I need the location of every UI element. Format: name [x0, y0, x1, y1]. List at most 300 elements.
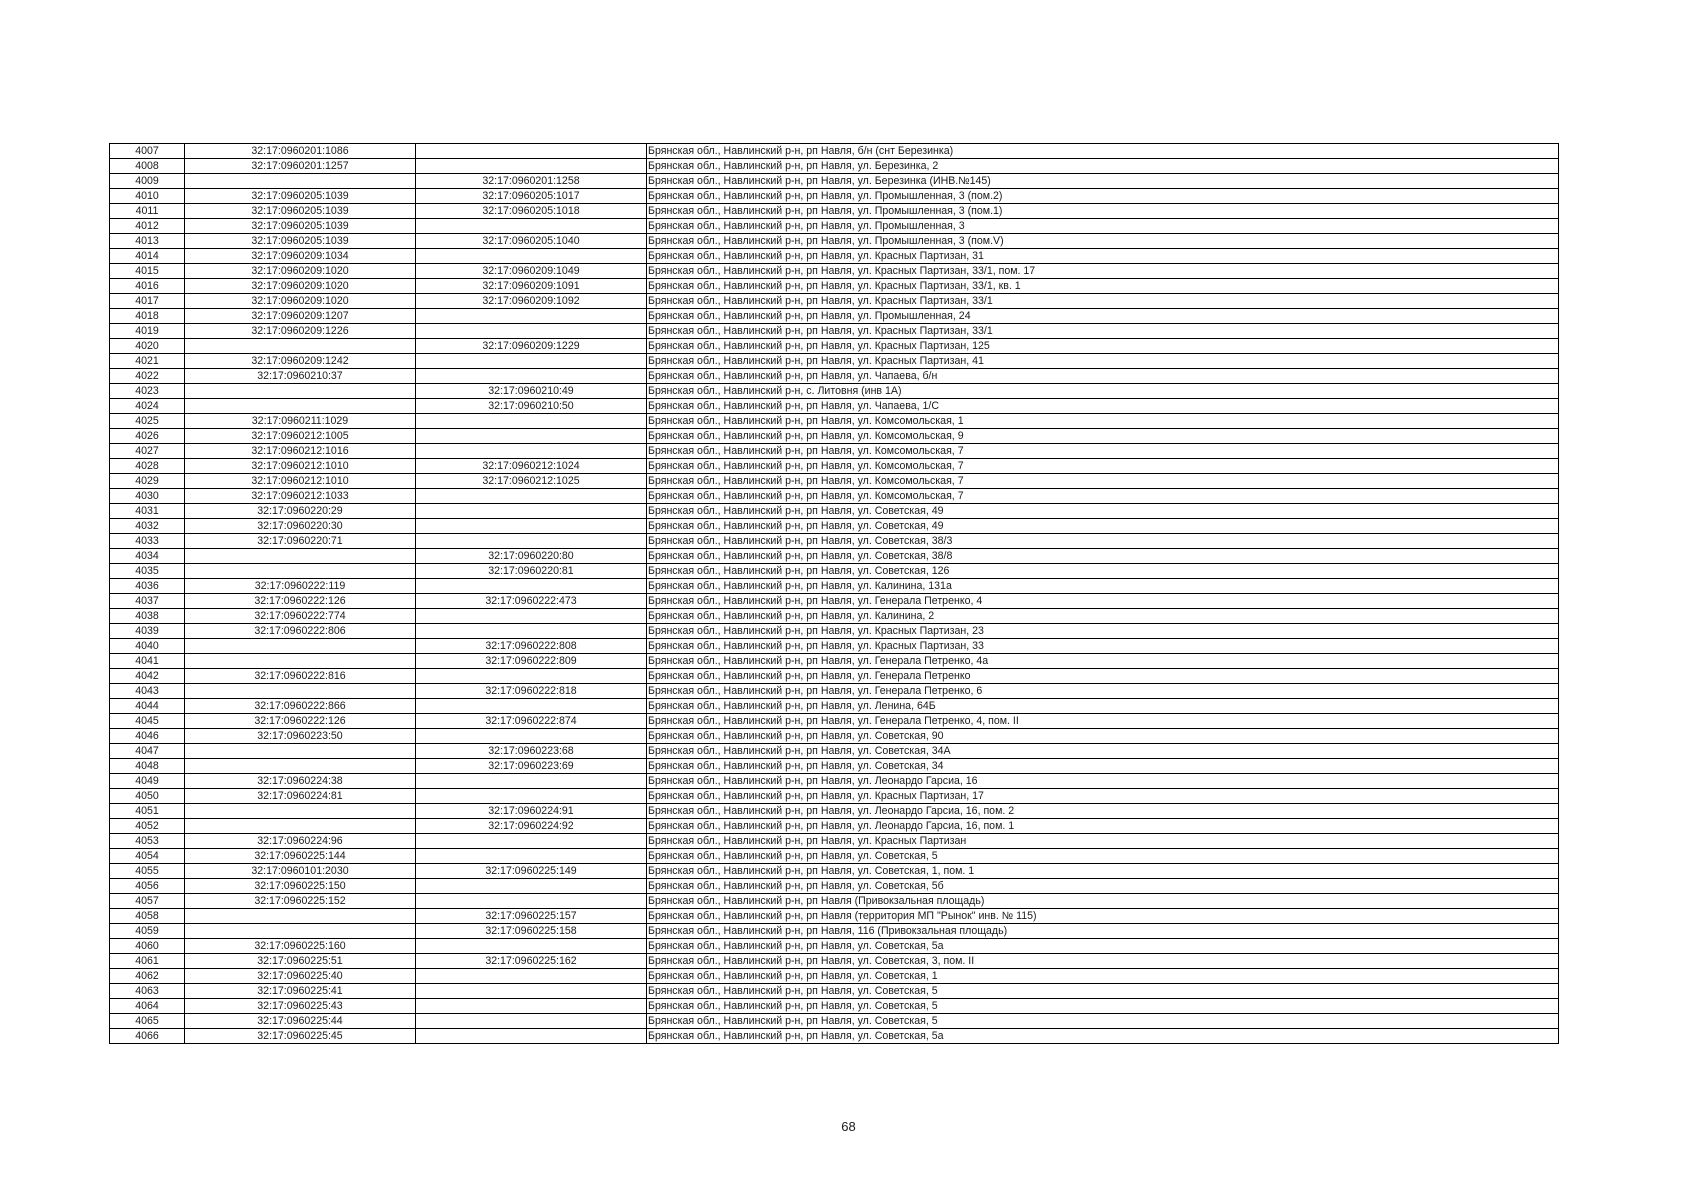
related-cadastral-number-cell — [416, 354, 647, 369]
table-row — [110, 519, 1559, 534]
address-cell: Брянская обл., Навлинский р-н, рп Навля, ул. Промышленная, 3 — [647, 219, 1559, 234]
table-row — [110, 864, 1559, 879]
table-row — [110, 564, 1559, 579]
table-row — [110, 699, 1559, 714]
row-number-cell: 4037 — [110, 594, 185, 609]
row-number-cell: 4061 — [110, 954, 185, 969]
address-cell: Брянская обл., Навлинский р-н, рп Навля, ул. Советская, 5 — [647, 849, 1559, 864]
related-cadastral-number-cell: 32:17:0960209:1092 — [416, 294, 647, 309]
address-cell: Брянская обл., Навлинский р-н, рп Навля, ул. Березинка (ИНВ.№145) — [647, 174, 1559, 189]
address-cell: Брянская обл., Навлинский р-н, рп Навля, ул. Советская, 34А — [647, 744, 1559, 759]
address-cell: Брянская обл., Навлинский р-н, рп Навля, ул. Комсомольская, 7 — [647, 474, 1559, 489]
cadastral-number-cell: 32:17:0960224:38 — [185, 774, 416, 789]
cadastral-number-cell — [185, 654, 416, 669]
cadastral-number-cell — [185, 684, 416, 699]
cadastral-number-cell: 32:17:0960222:774 — [185, 609, 416, 624]
table-row — [110, 204, 1559, 219]
table-row — [110, 1014, 1559, 1029]
table-row — [110, 624, 1559, 639]
row-number-cell: 4022 — [110, 369, 185, 384]
related-cadastral-number-cell — [416, 369, 647, 384]
address-cell: Брянская обл., Навлинский р-н, рп Навля, ул. Чапаева, б/н — [647, 369, 1559, 384]
cadastral-number-cell — [185, 924, 416, 939]
table-row — [110, 549, 1559, 564]
address-cell: Брянская обл., Навлинский р-н, рп Навля, ул. Генерала Петренко, 4а — [647, 654, 1559, 669]
cadastral-number-cell: 32:17:0960220:29 — [185, 504, 416, 519]
table-row — [110, 579, 1559, 594]
related-cadastral-number-cell: 32:17:0960212:1025 — [416, 474, 647, 489]
table-row — [110, 309, 1559, 324]
row-number-cell: 4051 — [110, 804, 185, 819]
table-row — [110, 774, 1559, 789]
related-cadastral-number-cell — [416, 519, 647, 534]
cadastral-number-cell: 32:17:0960101:2030 — [185, 864, 416, 879]
cadastral-number-cell: 32:17:0960212:1016 — [185, 444, 416, 459]
related-cadastral-number-cell — [416, 609, 647, 624]
related-cadastral-number-cell — [416, 579, 647, 594]
cadastral-number-cell: 32:17:0960225:40 — [185, 969, 416, 984]
row-number-cell: 4033 — [110, 534, 185, 549]
cadastral-number-cell — [185, 564, 416, 579]
table-row — [110, 804, 1559, 819]
address-cell: Брянская обл., Навлинский р-н, рп Навля, б/н (снт Березинка) — [647, 144, 1559, 159]
cadastral-number-cell: 32:17:0960225:150 — [185, 879, 416, 894]
related-cadastral-number-cell: 32:17:0960225:158 — [416, 924, 647, 939]
row-number-cell: 4027 — [110, 444, 185, 459]
table-row — [110, 609, 1559, 624]
row-number-cell: 4038 — [110, 609, 185, 624]
table-row — [110, 489, 1559, 504]
address-cell: Брянская обл., Навлинский р-н, рп Навля (Привокзальная площадь) — [647, 894, 1559, 909]
table-row — [110, 189, 1559, 204]
related-cadastral-number-cell — [416, 969, 647, 984]
table-row — [110, 159, 1559, 174]
page-number: 68 — [841, 1119, 856, 1134]
row-number-cell: 4065 — [110, 1014, 185, 1029]
table-row — [110, 264, 1559, 279]
related-cadastral-number-cell: 32:17:0960225:162 — [416, 954, 647, 969]
address-cell: Брянская обл., Навлинский р-н, рп Навля, ул. Березинка, 2 — [647, 159, 1559, 174]
address-cell: Брянская обл., Навлинский р-н, рп Навля, ул. Советская, 5а — [647, 1029, 1559, 1044]
table-row — [110, 909, 1559, 924]
related-cadastral-number-cell — [416, 999, 647, 1014]
table-row — [110, 474, 1559, 489]
table-row — [110, 879, 1559, 894]
table-row — [110, 684, 1559, 699]
cadastral-number-cell: 32:17:0960222:806 — [185, 624, 416, 639]
related-cadastral-number-cell — [416, 1014, 647, 1029]
table-row — [110, 144, 1559, 159]
table-row — [110, 219, 1559, 234]
related-cadastral-number-cell: 32:17:0960223:69 — [416, 759, 647, 774]
table-row — [110, 759, 1559, 774]
related-cadastral-number-cell: 32:17:0960222:808 — [416, 639, 647, 654]
cadastral-number-cell: 32:17:0960212:1005 — [185, 429, 416, 444]
related-cadastral-number-cell — [416, 249, 647, 264]
table-row — [110, 369, 1559, 384]
cadastral-number-cell: 32:17:0960209:1207 — [185, 309, 416, 324]
row-number-cell: 4035 — [110, 564, 185, 579]
row-number-cell: 4044 — [110, 699, 185, 714]
cadastral-number-cell: 32:17:0960211:1029 — [185, 414, 416, 429]
address-cell: Брянская обл., Навлинский р-н, рп Навля, ул. Советская, 34 — [647, 759, 1559, 774]
address-cell: Брянская обл., Навлинский р-н, рп Навля, ул. Генерала Петренко, 4 — [647, 594, 1559, 609]
row-number-cell: 4054 — [110, 849, 185, 864]
related-cadastral-number-cell — [416, 219, 647, 234]
address-cell: Брянская обл., Навлинский р-н, рп Навля (территория МП "Рынок" инв. № 115) — [647, 909, 1559, 924]
related-cadastral-number-cell — [416, 834, 647, 849]
address-cell: Брянская обл., Навлинский р-н, рп Навля, ул. Красных Партизан, 33/1 — [647, 324, 1559, 339]
cadastral-number-cell: 32:17:0960205:1039 — [185, 189, 416, 204]
cadastral-number-cell: 32:17:0960225:43 — [185, 999, 416, 1014]
row-number-cell: 4013 — [110, 234, 185, 249]
row-number-cell: 4060 — [110, 939, 185, 954]
row-number-cell: 4062 — [110, 969, 185, 984]
related-cadastral-number-cell — [416, 414, 647, 429]
row-number-cell: 4017 — [110, 294, 185, 309]
row-number-cell: 4063 — [110, 984, 185, 999]
address-cell: Брянская обл., Навлинский р-н, рп Навля, ул. Леонардо Гарсиа, 16, пом. 1 — [647, 819, 1559, 834]
address-cell: Брянская обл., Навлинский р-н, рп Навля, ул. Чапаева, 1/С — [647, 399, 1559, 414]
cadastral-number-cell — [185, 174, 416, 189]
address-cell: Брянская обл., Навлинский р-н, рп Навля, ул. Комсомольская, 7 — [647, 489, 1559, 504]
table-row — [110, 714, 1559, 729]
related-cadastral-number-cell: 32:17:0960220:81 — [416, 564, 647, 579]
related-cadastral-number-cell — [416, 789, 647, 804]
table-row — [110, 294, 1559, 309]
table-row — [110, 819, 1559, 834]
row-number-cell: 4059 — [110, 924, 185, 939]
row-number-cell: 4045 — [110, 714, 185, 729]
table-row — [110, 444, 1559, 459]
related-cadastral-number-cell — [416, 324, 647, 339]
cadastral-number-cell: 32:17:0960225:41 — [185, 984, 416, 999]
related-cadastral-number-cell: 32:17:0960201:1258 — [416, 174, 647, 189]
row-number-cell: 4026 — [110, 429, 185, 444]
table-row — [110, 534, 1559, 549]
related-cadastral-number-cell: 32:17:0960209:1229 — [416, 339, 647, 354]
related-cadastral-number-cell — [416, 489, 647, 504]
cadastral-number-cell: 32:17:0960212:1033 — [185, 489, 416, 504]
table-row — [110, 654, 1559, 669]
address-cell: Брянская обл., Навлинский р-н, рп Навля, ул. Советская, 38/8 — [647, 549, 1559, 564]
row-number-cell: 4015 — [110, 264, 185, 279]
table-row — [110, 984, 1559, 999]
address-cell: Брянская обл., Навлинский р-н, рп Навля, ул. Леонардо Гарсиа, 16 — [647, 774, 1559, 789]
related-cadastral-number-cell: 32:17:0960210:50 — [416, 399, 647, 414]
cadastral-number-cell: 32:17:0960225:160 — [185, 939, 416, 954]
cadastral-number-cell: 32:17:0960209:1020 — [185, 279, 416, 294]
cadastral-number-cell — [185, 759, 416, 774]
table-row — [110, 399, 1559, 414]
related-cadastral-number-cell: 32:17:0960205:1018 — [416, 204, 647, 219]
related-cadastral-number-cell: 32:17:0960222:874 — [416, 714, 647, 729]
row-number-cell: 4046 — [110, 729, 185, 744]
cadastral-number-cell: 32:17:0960220:30 — [185, 519, 416, 534]
address-cell: Брянская обл., Навлинский р-н, рп Навля, ул. Комсомольская, 1 — [647, 414, 1559, 429]
cadastral-number-cell: 32:17:0960220:71 — [185, 534, 416, 549]
related-cadastral-number-cell: 32:17:0960212:1024 — [416, 459, 647, 474]
table-row — [110, 429, 1559, 444]
row-number-cell: 4040 — [110, 639, 185, 654]
cadastral-number-cell: 32:17:0960212:1010 — [185, 459, 416, 474]
related-cadastral-number-cell: 32:17:0960225:149 — [416, 864, 647, 879]
table-row — [110, 459, 1559, 474]
table-row — [110, 354, 1559, 369]
row-number-cell: 4043 — [110, 684, 185, 699]
address-cell: Брянская обл., Навлинский р-н, рп Навля, ул. Советская, 49 — [647, 519, 1559, 534]
cadastral-number-cell: 32:17:0960201:1086 — [185, 144, 416, 159]
address-cell: Брянская обл., Навлинский р-н, рп Навля, ул. Калинина, 131а — [647, 579, 1559, 594]
row-number-cell: 4034 — [110, 549, 185, 564]
address-cell: Брянская обл., Навлинский р-н, рп Навля, ул. Генерала Петренко, 4, пом. II — [647, 714, 1559, 729]
cadastral-number-cell — [185, 384, 416, 399]
row-number-cell: 4007 — [110, 144, 185, 159]
table-row — [110, 594, 1559, 609]
related-cadastral-number-cell: 32:17:0960225:157 — [416, 909, 647, 924]
table-row — [110, 414, 1559, 429]
cadastral-number-cell: 32:17:0960209:1034 — [185, 249, 416, 264]
cadastral-number-cell — [185, 744, 416, 759]
cadastral-number-cell: 32:17:0960209:1020 — [185, 264, 416, 279]
address-cell: Брянская обл., Навлинский р-н, рп Навля, ул. Советская, 1 — [647, 969, 1559, 984]
row-number-cell: 4066 — [110, 1029, 185, 1044]
table-row — [110, 834, 1559, 849]
table-row — [110, 849, 1559, 864]
cadastral-number-cell: 32:17:0960222:119 — [185, 579, 416, 594]
related-cadastral-number-cell: 32:17:0960209:1049 — [416, 264, 647, 279]
address-cell: Брянская обл., Навлинский р-н, рп Навля, ул. Промышленная, 3 (пом.2) — [647, 189, 1559, 204]
cadastral-number-cell: 32:17:0960201:1257 — [185, 159, 416, 174]
row-number-cell: 4014 — [110, 249, 185, 264]
cadastral-number-cell — [185, 639, 416, 654]
row-number-cell: 4025 — [110, 414, 185, 429]
row-number-cell: 4058 — [110, 909, 185, 924]
related-cadastral-number-cell: 32:17:0960210:49 — [416, 384, 647, 399]
address-cell: Брянская обл., Навлинский р-н, рп Навля, ул. Красных Партизан — [647, 834, 1559, 849]
row-number-cell: 4028 — [110, 459, 185, 474]
related-cadastral-number-cell — [416, 624, 647, 639]
row-number-cell: 4016 — [110, 279, 185, 294]
cadastral-number-cell — [185, 819, 416, 834]
cadastral-number-cell: 32:17:0960225:152 — [185, 894, 416, 909]
cadastral-number-cell: 32:17:0960212:1010 — [185, 474, 416, 489]
row-number-cell: 4030 — [110, 489, 185, 504]
table-row — [110, 729, 1559, 744]
address-cell: Брянская обл., Навлинский р-н, рп Навля, ул. Советская, 5 — [647, 984, 1559, 999]
address-cell: Брянская обл., Навлинский р-н, рп Навля, ул. Красных Партизан, 33 — [647, 639, 1559, 654]
table-row — [110, 639, 1559, 654]
related-cadastral-number-cell — [416, 879, 647, 894]
row-number-cell: 4048 — [110, 759, 185, 774]
related-cadastral-number-cell — [416, 144, 647, 159]
table-row — [110, 249, 1559, 264]
table-row — [110, 744, 1559, 759]
address-cell: Брянская обл., Навлинский р-н, рп Навля, 116 (Привокзальная площадь) — [647, 924, 1559, 939]
related-cadastral-number-cell: 32:17:0960205:1040 — [416, 234, 647, 249]
row-number-cell: 4010 — [110, 189, 185, 204]
cadastral-number-cell: 32:17:0960225:144 — [185, 849, 416, 864]
address-cell: Брянская обл., Навлинский р-н, рп Навля, ул. Советская, 1, пом. 1 — [647, 864, 1559, 879]
related-cadastral-number-cell — [416, 894, 647, 909]
related-cadastral-number-cell: 32:17:0960223:68 — [416, 744, 647, 759]
related-cadastral-number-cell: 32:17:0960209:1091 — [416, 279, 647, 294]
cadastral-number-cell — [185, 909, 416, 924]
address-cell: Брянская обл., Навлинский р-н, рп Навля, ул. Леонардо Гарсиа, 16, пом. 2 — [647, 804, 1559, 819]
address-cell: Брянская обл., Навлинский р-н, рп Навля, ул. Красных Партизан, 33/1 — [647, 294, 1559, 309]
address-cell: Брянская обл., Навлинский р-н, рп Навля, ул. Советская, 3, пом. II — [647, 954, 1559, 969]
table-row — [110, 324, 1559, 339]
cadastral-number-cell: 32:17:0960223:50 — [185, 729, 416, 744]
row-number-cell: 4012 — [110, 219, 185, 234]
cadastral-number-cell: 32:17:0960205:1039 — [185, 219, 416, 234]
table-row — [110, 339, 1559, 354]
cadastral-number-cell: 32:17:0960225:51 — [185, 954, 416, 969]
row-number-cell: 4064 — [110, 999, 185, 1014]
cadastral-number-cell: 32:17:0960209:1226 — [185, 324, 416, 339]
address-cell: Брянская обл., Навлинский р-н, рп Навля, ул. Комсомольская, 7 — [647, 444, 1559, 459]
cadastral-number-cell: 32:17:0960224:96 — [185, 834, 416, 849]
table-row — [110, 669, 1559, 684]
related-cadastral-number-cell — [416, 504, 647, 519]
table-row — [110, 174, 1559, 189]
row-number-cell: 4029 — [110, 474, 185, 489]
cadastral-number-cell — [185, 339, 416, 354]
row-number-cell: 4056 — [110, 879, 185, 894]
row-number-cell: 4057 — [110, 894, 185, 909]
address-cell: Брянская обл., Навлинский р-н, рп Навля, ул. Калинина, 2 — [647, 609, 1559, 624]
cadastral-number-cell: 32:17:0960209:1242 — [185, 354, 416, 369]
row-number-cell: 4049 — [110, 774, 185, 789]
row-number-cell: 4020 — [110, 339, 185, 354]
row-number-cell: 4008 — [110, 159, 185, 174]
related-cadastral-number-cell — [416, 849, 647, 864]
address-cell: Брянская обл., Навлинский р-н, рп Навля, ул. Ленина, 64Б — [647, 699, 1559, 714]
row-number-cell: 4055 — [110, 864, 185, 879]
cadastral-number-cell: 32:17:0960210:37 — [185, 369, 416, 384]
cadastral-number-cell: 32:17:0960225:45 — [185, 1029, 416, 1044]
row-number-cell: 4041 — [110, 654, 185, 669]
row-number-cell: 4036 — [110, 579, 185, 594]
row-number-cell: 4031 — [110, 504, 185, 519]
property-registry-table — [109, 143, 1559, 1044]
related-cadastral-number-cell — [416, 309, 647, 324]
cadastral-number-cell — [185, 549, 416, 564]
row-number-cell: 4021 — [110, 354, 185, 369]
address-cell: Брянская обл., Навлинский р-н, рп Навля, ул. Советская, 5 — [647, 1014, 1559, 1029]
row-number-cell: 4052 — [110, 819, 185, 834]
address-cell: Брянская обл., Навлинский р-н, рп Навля, ул. Красных Партизан, 31 — [647, 249, 1559, 264]
table-row — [110, 234, 1559, 249]
related-cadastral-number-cell: 32:17:0960222:818 — [416, 684, 647, 699]
cadastral-number-cell: 32:17:0960205:1039 — [185, 204, 416, 219]
cadastral-number-cell: 32:17:0960209:1020 — [185, 294, 416, 309]
table-row — [110, 924, 1559, 939]
related-cadastral-number-cell: 32:17:0960224:91 — [416, 804, 647, 819]
related-cadastral-number-cell — [416, 444, 647, 459]
address-cell: Брянская обл., Навлинский р-н, рп Навля, ул. Комсомольская, 9 — [647, 429, 1559, 444]
address-cell: Брянская обл., Навлинский р-н, рп Навля, ул. Комсомольская, 7 — [647, 459, 1559, 474]
address-cell: Брянская обл., Навлинский р-н, рп Навля, ул. Генерала Петренко, 6 — [647, 684, 1559, 699]
row-number-cell: 4019 — [110, 324, 185, 339]
related-cadastral-number-cell: 32:17:0960205:1017 — [416, 189, 647, 204]
address-cell: Брянская обл., Навлинский р-н, рп Навля, ул. Красных Партизан, 23 — [647, 624, 1559, 639]
address-cell: Брянская обл., Навлинский р-н, рп Навля, ул. Советская, 49 — [647, 504, 1559, 519]
related-cadastral-number-cell — [416, 159, 647, 174]
cadastral-number-cell — [185, 804, 416, 819]
address-cell: Брянская обл., Навлинский р-н, рп Навля, ул. Красных Партизан, 33/1, пом. 17 — [647, 264, 1559, 279]
related-cadastral-number-cell — [416, 534, 647, 549]
table-row — [110, 789, 1559, 804]
table-row — [110, 504, 1559, 519]
table-row — [110, 954, 1559, 969]
address-cell: Брянская обл., Навлинский р-н, рп Навля, ул. Советская, 126 — [647, 564, 1559, 579]
row-number-cell: 4023 — [110, 384, 185, 399]
address-cell: Брянская обл., Навлинский р-н, рп Навля, ул. Советская, 5а — [647, 939, 1559, 954]
cadastral-number-cell: 32:17:0960222:126 — [185, 594, 416, 609]
related-cadastral-number-cell — [416, 699, 647, 714]
address-cell: Брянская обл., Навлинский р-н, рп Навля, ул. Генерала Петренко — [647, 669, 1559, 684]
row-number-cell: 4050 — [110, 789, 185, 804]
row-number-cell: 4032 — [110, 519, 185, 534]
row-number-cell: 4011 — [110, 204, 185, 219]
related-cadastral-number-cell — [416, 669, 647, 684]
related-cadastral-number-cell: 32:17:0960222:809 — [416, 654, 647, 669]
address-cell: Брянская обл., Навлинский р-н, рп Навля, ул. Советская, 90 — [647, 729, 1559, 744]
table-row — [110, 939, 1559, 954]
cadastral-number-cell: 32:17:0960222:816 — [185, 669, 416, 684]
table-row — [110, 969, 1559, 984]
table-row — [110, 384, 1559, 399]
table-row — [110, 894, 1559, 909]
table-body — [110, 144, 1559, 1044]
address-cell: Брянская обл., Навлинский р-н, рп Навля, ул. Советская, 5 — [647, 999, 1559, 1014]
row-number-cell: 4042 — [110, 669, 185, 684]
address-cell: Брянская обл., Навлинский р-н, рп Навля, ул. Красных Партизан, 41 — [647, 354, 1559, 369]
cadastral-number-cell: 32:17:0960205:1039 — [185, 234, 416, 249]
row-number-cell: 4009 — [110, 174, 185, 189]
address-cell: Брянская обл., Навлинский р-н, рп Навля, ул. Красных Партизан, 33/1, кв. 1 — [647, 279, 1559, 294]
related-cadastral-number-cell: 32:17:0960222:473 — [416, 594, 647, 609]
address-cell: Брянская обл., Навлинский р-н, рп Навля, ул. Советская, 5б — [647, 879, 1559, 894]
address-cell: Брянская обл., Навлинский р-н, рп Навля, ул. Советская, 38/3 — [647, 534, 1559, 549]
address-cell: Брянская обл., Навлинский р-н, рп Навля, ул. Промышленная, 3 (пом.V) — [647, 234, 1559, 249]
cadastral-number-cell: 32:17:0960225:44 — [185, 1014, 416, 1029]
row-number-cell: 4018 — [110, 309, 185, 324]
address-cell: Брянская обл., Навлинский р-н, рп Навля, ул. Красных Партизан, 17 — [647, 789, 1559, 804]
row-number-cell: 4039 — [110, 624, 185, 639]
cadastral-number-cell — [185, 399, 416, 414]
cadastral-number-cell: 32:17:0960222:126 — [185, 714, 416, 729]
row-number-cell: 4053 — [110, 834, 185, 849]
related-cadastral-number-cell: 32:17:0960224:92 — [416, 819, 647, 834]
related-cadastral-number-cell — [416, 1029, 647, 1044]
row-number-cell: 4047 — [110, 744, 185, 759]
address-cell: Брянская обл., Навлинский р-н, рп Навля, ул. Промышленная, 3 (пом.1) — [647, 204, 1559, 219]
related-cadastral-number-cell — [416, 774, 647, 789]
cadastral-number-cell: 32:17:0960224:81 — [185, 789, 416, 804]
related-cadastral-number-cell — [416, 984, 647, 999]
related-cadastral-number-cell: 32:17:0960220:80 — [416, 549, 647, 564]
related-cadastral-number-cell — [416, 939, 647, 954]
table-row — [110, 999, 1559, 1014]
table-row — [110, 279, 1559, 294]
related-cadastral-number-cell — [416, 429, 647, 444]
related-cadastral-number-cell — [416, 729, 647, 744]
row-number-cell: 4024 — [110, 399, 185, 414]
address-cell: Брянская обл., Навлинский р-н, рп Навля, ул. Красных Партизан, 125 — [647, 339, 1559, 354]
cadastral-number-cell: 32:17:0960222:866 — [185, 699, 416, 714]
